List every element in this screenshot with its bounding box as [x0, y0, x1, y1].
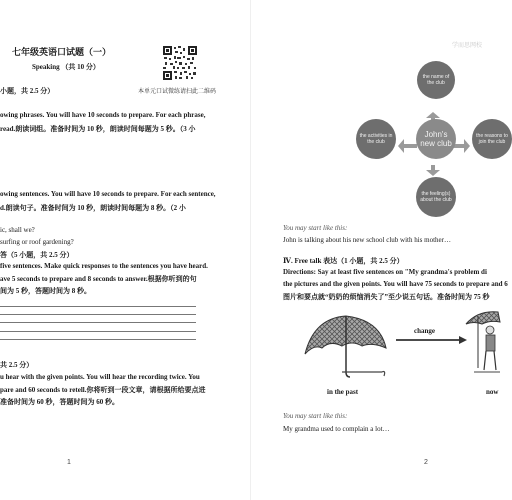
change-arrow-icon: [396, 335, 468, 345]
section1-directions-line2: read.朗读词组。准备时间为 10 秒，朗读时间每题为 5 秒。（3 小: [0, 125, 196, 133]
now-umbrella-picture: [464, 308, 500, 380]
section2-directions-line2: d.朗读句子。准备时间为 10 秒，朗读时间每题为 8 秒。（2 小: [0, 204, 186, 212]
start-prompt-text-2: My grandma used to complain a lot…: [283, 425, 390, 433]
free-talk-directions-line3: 图片和要点就“奶奶的烦恼消失了”至少说五句话。准备时间为 75 秒: [283, 293, 490, 301]
section4-directions-line1: u hear with the given points. You will hear the recording twice. You: [0, 373, 200, 381]
free-talk-directions-line1: Directions: Say at least five sentences on "My grandma's problem di: [283, 268, 487, 276]
diagram-node-center: John's new club: [416, 119, 456, 159]
past-umbrella-picture: [302, 314, 388, 378]
section3-directions-line1: five sentences. Make quick responses to the sentences you have heard.: [0, 262, 208, 270]
answer-line: [0, 331, 196, 332]
qr-caption: 本单元口试微练请扫此二维码: [138, 89, 217, 95]
page-header-watermark: 学而思网校: [452, 43, 483, 49]
section3-directions-line2: ave 5 seconds to prepare and 8 seconds to answer.根据你听到的句: [0, 275, 197, 283]
section3-directions-line3: 间为 5 秒，答题时间为 8 秒。: [0, 287, 91, 295]
answer-line: [0, 314, 196, 315]
page-number-right: 2: [424, 459, 428, 466]
section3-heading: 答（5 小题，共 2.5 分）: [0, 251, 74, 259]
answer-line: [0, 322, 196, 323]
section4-heading: 共 2.5 分）: [0, 361, 34, 369]
diagram-node-bottom: the feeling(s) about the club: [416, 177, 456, 217]
start-prompt-label-1: You may start like this:: [283, 224, 348, 232]
exam-subtitle: Speaking （共 10 分）: [32, 63, 100, 71]
diagram-node-left: the activities in the club: [356, 119, 396, 159]
section4-directions-line3: 准备时间为 60 秒，答题时间为 60 秒。: [0, 398, 119, 406]
past-caption: in the past: [327, 388, 359, 396]
section2-directions-line1: owing sentences. You will have 10 seconds to prepare. For each sentence,: [0, 190, 216, 198]
section4-directions-line2: pare and 60 seconds to retell.你将听到一段文章，请根据所给要点进: [0, 386, 206, 394]
diagram-node-top: the name of the club: [417, 61, 455, 99]
page-number-left: 1: [67, 459, 71, 466]
section2-sentence2: surfing or roof gardening?: [0, 238, 74, 246]
free-talk-directions-line2: the pictures and the given points. You will have 75 seconds to prepare and 6: [283, 280, 508, 288]
now-caption: now: [486, 388, 499, 396]
section1-heading: 小题，共 2.5 分）: [0, 87, 55, 95]
qr-code-icon: [162, 45, 198, 81]
change-label: change: [414, 327, 435, 335]
answer-line: [0, 306, 196, 307]
section1-directions-line1: owing phrases. You will have 10 seconds to prepare. For each phrase,: [0, 111, 206, 119]
section2-sentence1: ic, shall we?: [0, 226, 35, 234]
section4-title: Ⅳ. Free talk 表达（1 小题，共 2.5 分）: [283, 257, 404, 265]
start-prompt-text-1: John is talking about his new school club with his mother…: [283, 236, 451, 244]
exam-title: 七年级英语口试题（一）: [12, 47, 112, 57]
page-gutter: [250, 0, 251, 500]
start-prompt-label-2: You may start like this:: [283, 412, 348, 420]
diagram-node-right: the reasons to join the club: [472, 119, 512, 159]
answer-line: [0, 339, 196, 340]
